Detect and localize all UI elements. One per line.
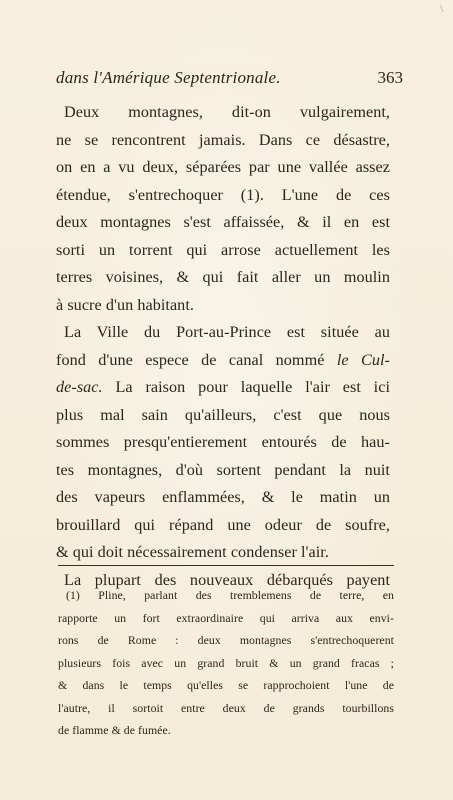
text-segment: fond d'une espece de canal nommé bbox=[56, 350, 325, 369]
text-line bbox=[56, 374, 390, 402]
footnote-line: (1) Pline, parlant des tremblemens de terre, en bbox=[66, 588, 394, 602]
footnote-line: plusieurs fois avec un grand bruit & un grand fracas ; bbox=[58, 655, 394, 670]
page-number: 363 bbox=[377, 68, 403, 87]
footnote-line: & dans le temps qu'elles se rapprochoient l'une de bbox=[58, 678, 394, 692]
text-line bbox=[56, 347, 390, 375]
page-corner-mark: \ bbox=[440, 4, 443, 15]
text-line: brouillard qui répand une odeur de soufre, bbox=[56, 515, 390, 534]
main-text bbox=[56, 99, 390, 594]
page-header bbox=[56, 68, 403, 92]
text-line: tes montagnes, d'où sortent pendant la nuit bbox=[56, 460, 390, 479]
place-name: le Cul- bbox=[336, 350, 390, 369]
footnote-line: rons de Rome : deux montagnes s'entrechoquerent bbox=[58, 633, 394, 647]
text-line: plus mal sain qu'ailleurs, c'est que nous bbox=[56, 405, 390, 424]
footnote bbox=[58, 584, 394, 742]
text-segment: La raison pour laquelle l'air est ici bbox=[115, 378, 390, 396]
footnote-line: rapporte un fort extraordinaire qui arriva aux envi- bbox=[58, 610, 394, 625]
text-line: sorti un torrent qui arrose actuellement les bbox=[56, 240, 390, 259]
text-line: on en a vu deux, séparées par une vallée assez bbox=[56, 158, 390, 176]
text-line: La Ville du Port-au-Prince est située au bbox=[64, 323, 390, 341]
text-line: La plupart des nouveaux débarqués payent bbox=[64, 570, 390, 589]
text-line: & qui doit nécessairement condenser l'air. bbox=[56, 543, 329, 561]
text-line: des vapeurs enflammées, & le matin un bbox=[56, 488, 390, 506]
footnote-line: de flamme & de fumée. bbox=[58, 723, 171, 737]
place-name: de-sac. bbox=[56, 378, 103, 396]
text-line: Deux montagnes, dit-on vulgairement, bbox=[64, 103, 390, 121]
text-line: sommes presqu'entierement entourés de hau- bbox=[56, 433, 390, 451]
text-line: terres voisines, & qui fait aller un moulin bbox=[56, 268, 390, 286]
text-line: ne se rencontrent jamais. Dans ce désastre, bbox=[56, 130, 390, 149]
running-head: dans l'Amérique Septentrionale. bbox=[56, 68, 281, 87]
footnote-rule bbox=[58, 565, 394, 566]
text-line: deux montagnes s'est affaissée, & il en est bbox=[56, 213, 390, 231]
text-line: à sucre d'un habitant. bbox=[56, 295, 194, 314]
footnote-line: l'autre, il sortoit entre deux de grands tourbillons bbox=[58, 700, 394, 715]
text-line: étendue, s'entrechoquer (1). L'une de ces bbox=[56, 185, 390, 204]
